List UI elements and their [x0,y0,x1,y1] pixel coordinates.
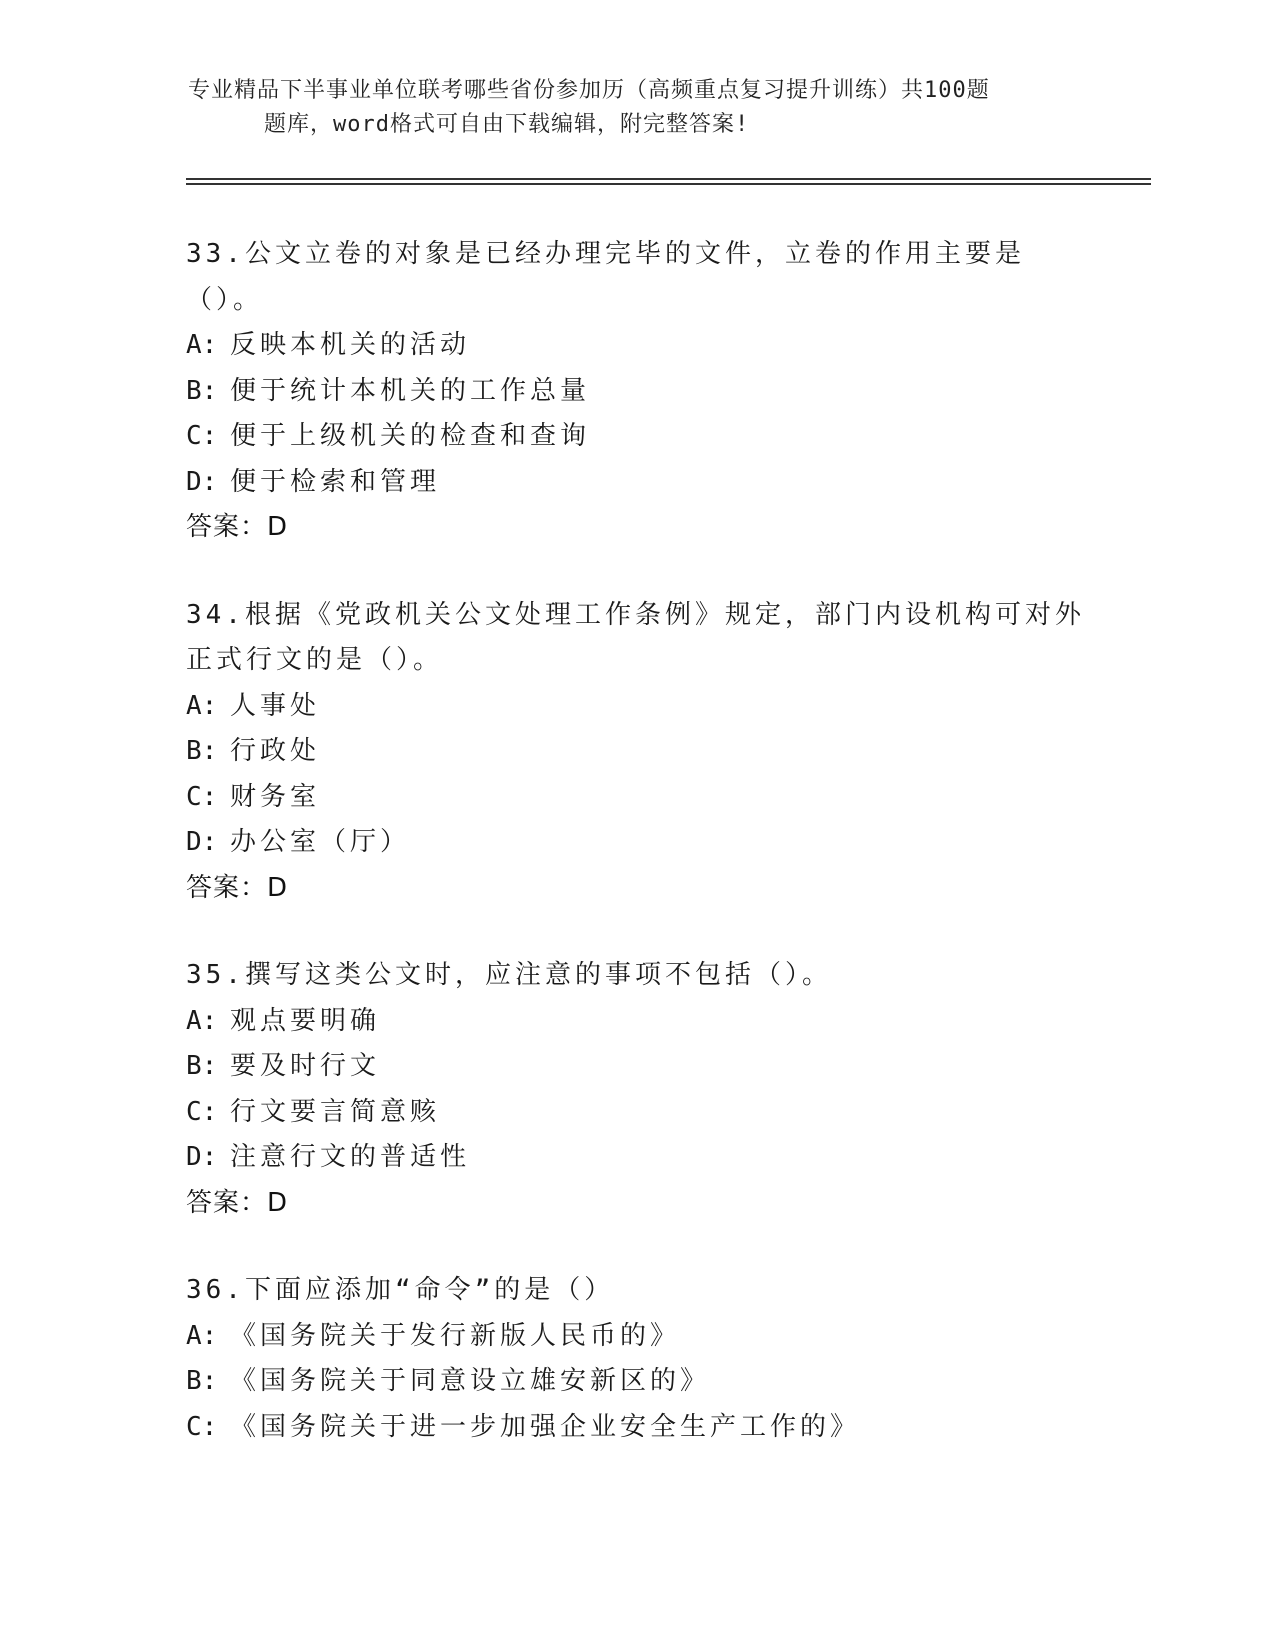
answer-line: 答案：D [186,512,289,542]
option-text: 《国务院关于进一步加强企业安全生产工作的》 [230,1411,861,1442]
question-text: 35.撰写这类公文时，应注意的事项不包括（）。 [186,960,832,990]
question-33 [186,232,1086,551]
question-35 [186,953,1086,1226]
header-divider-bottom [186,183,1151,185]
option-a [186,323,1086,369]
option-a [186,1314,1086,1360]
option-text: 行文要言简意赅 [230,1096,441,1127]
option-prefix: C: [186,421,218,451]
option-text: 《国务院关于同意设立雄安新区的》 [230,1366,711,1396]
option-text: 便于上级机关的检查和查询 [230,421,591,451]
option-prefix: B: [186,1366,218,1396]
option-text: 财务室 [230,781,321,812]
option-prefix: D: [186,1142,218,1172]
question-36 [186,1268,1086,1450]
option-b [186,369,1086,415]
option-b [186,729,1086,775]
header-divider-top [186,178,1151,180]
option-text: 人事处 [230,690,321,721]
option-prefix: B: [186,736,218,766]
option-d [186,820,1086,866]
option-text: 办公室（厅） [230,827,411,857]
option-text: 《国务院关于发行新版人民币的》 [230,1320,681,1351]
option-d [186,1135,1086,1181]
question-text: 34.根据《党政机关公文处理工作条例》规定，部门内设机构可对外正式行文的是（）。 [186,599,1085,675]
option-prefix: A: [186,1320,218,1351]
option-text: 要及时行文 [230,1051,381,1081]
question-34 [186,593,1086,912]
option-prefix: A: [186,1005,218,1036]
option-c [186,414,1086,460]
option-text: 观点要明确 [230,1005,381,1036]
option-prefix: A: [186,330,218,360]
option-prefix: B: [186,375,218,406]
option-d [186,460,1086,506]
answer-line: 答案：D [186,872,289,903]
header-title-line-2: 题库，word格式可自由下载编辑，附完整答案! [264,112,750,137]
option-text: 便于统计本机关的工作总量 [230,375,591,406]
option-prefix: D: [186,466,218,497]
option-prefix: D: [186,827,218,857]
option-text: 注意行文的普适性 [230,1142,471,1172]
option-prefix: B: [186,1051,218,1081]
option-prefix: C: [186,1096,218,1127]
option-c [186,775,1086,821]
option-c [186,1090,1086,1136]
header-title-line-1: 专业精品下半事业单位联考哪些省份参加历（高频重点复习提升训练）共100题 [188,78,990,103]
option-text: 便于检索和管理 [230,466,441,497]
question-text: 36.下面应添加“命令”的是（） [186,1275,615,1305]
option-prefix: C: [186,1411,218,1442]
option-c [186,1405,1086,1451]
option-b [186,1044,1086,1090]
option-b [186,1359,1086,1405]
option-a [186,684,1086,730]
option-prefix: C: [186,781,218,812]
question-list [186,232,1086,1492]
question-text: 33.公文立卷的对象是已经办理完毕的文件，立卷的作用主要是（）。 [186,239,1025,315]
option-prefix: A: [186,690,218,721]
option-text: 反映本机关的活动 [230,330,471,360]
option-a [186,999,1086,1045]
document-header [188,74,1068,142]
answer-line: 答案：D [186,1187,289,1218]
option-text: 行政处 [230,736,321,766]
